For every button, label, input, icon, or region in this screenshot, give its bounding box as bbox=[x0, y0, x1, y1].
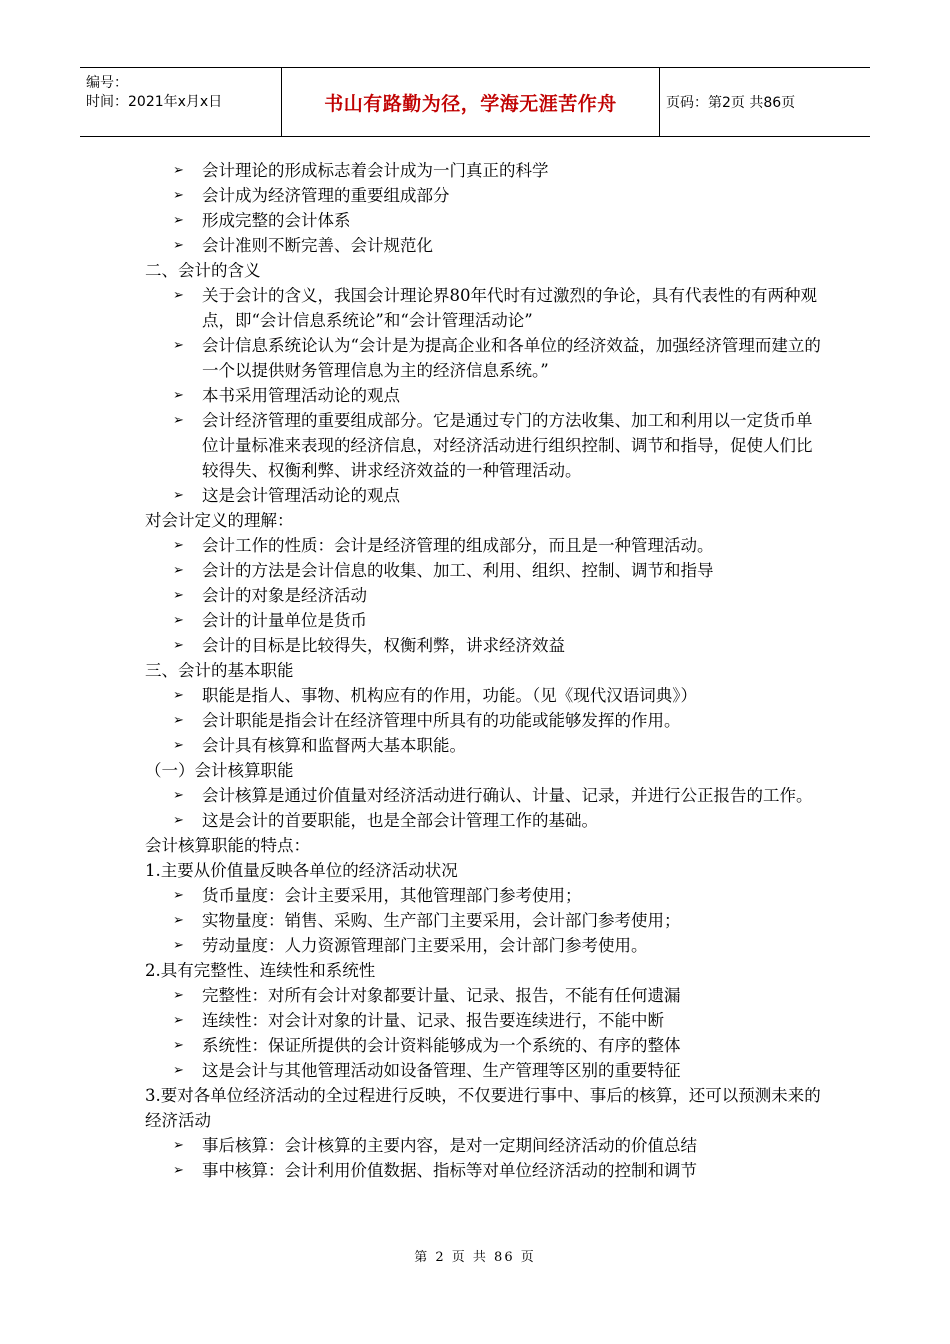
bullet-arrow-icon: ➢ bbox=[173, 613, 184, 628]
bullet-item bbox=[145, 933, 825, 958]
header-motto: 书山有路勤为径，学海无涯苦作舟 bbox=[282, 68, 660, 136]
document-time-label: 时间：2021年x月x日 bbox=[86, 94, 223, 110]
paragraph-line: 3.要对各单位经济活动的全过程进行反映，不仅要进行事中、事后的核算，还可以预测未来的经济活动 bbox=[145, 1086, 821, 1130]
bullet-item bbox=[145, 383, 825, 408]
bullet-text: 事中核算：会计利用价值数据、指标等对单位经济活动的控制和调节 bbox=[202, 1161, 697, 1180]
bullet-text: 会计职能是指会计在经济管理中所具有的功能或能够发挥的作用。 bbox=[202, 711, 681, 730]
bullet-item bbox=[145, 533, 825, 558]
paragraph-line: 对会计定义的理解： bbox=[145, 511, 294, 530]
bullet-arrow-icon: ➢ bbox=[173, 538, 184, 553]
bullet-text: 会计成为经济管理的重要组成部分 bbox=[202, 186, 450, 205]
bullet-item bbox=[145, 1158, 825, 1183]
bullet-item bbox=[145, 1033, 825, 1058]
bullet-text: 这是会计与其他管理活动如设备管理、生产管理等区别的重要特征 bbox=[202, 1061, 681, 1080]
bullet-text: 关于会计的含义，我国会计理论界80年代时有过激烈的争论，具有代表性的有两种观点，即“会计信息系统论”和“会计管理活动论” bbox=[202, 286, 817, 330]
bullet-item bbox=[145, 233, 825, 258]
bullet-arrow-icon: ➢ bbox=[173, 163, 184, 178]
bullet-arrow-icon: ➢ bbox=[173, 738, 184, 753]
bullet-item bbox=[145, 633, 825, 658]
bullet-arrow-icon: ➢ bbox=[173, 188, 184, 203]
bullet-item bbox=[145, 1058, 825, 1083]
page-header bbox=[80, 67, 870, 137]
bullet-arrow-icon: ➢ bbox=[173, 913, 184, 928]
bullet-item bbox=[145, 733, 825, 758]
bullet-text: 本书采用管理活动论的观点 bbox=[202, 386, 400, 405]
bullet-arrow-icon: ➢ bbox=[173, 388, 184, 403]
bullet-arrow-icon: ➢ bbox=[173, 638, 184, 653]
bullet-arrow-icon: ➢ bbox=[173, 563, 184, 578]
bullet-item bbox=[145, 483, 825, 508]
bullet-text: 会计的对象是经济活动 bbox=[202, 586, 367, 605]
bullet-item bbox=[145, 608, 825, 633]
header-page-info: 页码：第2页 共86页 bbox=[666, 95, 796, 111]
bullet-item bbox=[145, 408, 825, 483]
bullet-item bbox=[145, 208, 825, 233]
bullet-text: 会计的方法是会计信息的收集、加工、利用、组织、控制、调节和指导 bbox=[202, 561, 714, 580]
bullet-text: 会计理论的形成标志着会计成为一门真正的科学 bbox=[202, 161, 549, 180]
bullet-text: 会计核算是通过价值量对经济活动进行确认、计量、记录，并进行公正报告的工作。 bbox=[202, 786, 813, 805]
bullet-text: 职能是指人、事物、机构应有的作用，功能。（见《现代汉语词典》） bbox=[202, 686, 697, 705]
bullet-text: 会计信息系统论认为“会计是为提高企业和各单位的经济效益，加强经济管理而建立的一个以提供财务管理信息为主的经济信息系统。” bbox=[202, 336, 821, 380]
bullet-arrow-icon: ➢ bbox=[173, 488, 184, 503]
bullet-text: 货币量度：会计主要采用，其他管理部门参考使用； bbox=[202, 886, 582, 905]
paragraph-line: 三、会计的基本职能 bbox=[145, 661, 294, 680]
bullet-arrow-icon: ➢ bbox=[173, 413, 184, 428]
bullet-arrow-icon: ➢ bbox=[173, 988, 184, 1003]
bullet-item bbox=[145, 558, 825, 583]
bullet-text: 这是会计的首要职能，也是全部会计管理工作的基础。 bbox=[202, 811, 598, 830]
bullet-item bbox=[145, 708, 825, 733]
bullet-text: 会计具有核算和监督两大基本职能。 bbox=[202, 736, 466, 755]
bullet-arrow-icon: ➢ bbox=[173, 888, 184, 903]
bullet-arrow-icon: ➢ bbox=[173, 938, 184, 953]
bullet-arrow-icon: ➢ bbox=[173, 213, 184, 228]
bullet-arrow-icon: ➢ bbox=[173, 1138, 184, 1153]
document-number-label: 编号： bbox=[86, 75, 128, 91]
bullet-item bbox=[145, 983, 825, 1008]
bullet-item bbox=[145, 808, 825, 833]
bullet-arrow-icon: ➢ bbox=[173, 813, 184, 828]
bullet-text: 劳动量度：人力资源管理部门主要采用，会计部门参考使用。 bbox=[202, 936, 648, 955]
bullet-text: 会计的目标是比较得失，权衡利弊，讲求经济效益 bbox=[202, 636, 565, 655]
paragraph-line: 二、会计的含义 bbox=[145, 261, 261, 280]
bullet-item bbox=[145, 1008, 825, 1033]
bullet-item bbox=[145, 683, 825, 708]
document-body bbox=[145, 158, 825, 1183]
bullet-text: 会计经济管理的重要组成部分。它是通过专门的方法收集、加工和利用以一定货币单位计量标准来表现的经济信息，对经济活动进行组织控制、调节和指导，促使人们比较得失、权衡利弊、讲求经济效益的一种管理活动。 bbox=[202, 411, 813, 480]
bullet-arrow-icon: ➢ bbox=[173, 788, 184, 803]
bullet-item bbox=[145, 283, 825, 333]
page-footer: 第 2 页 共 86 页 bbox=[414, 1250, 536, 1265]
bullet-item bbox=[145, 183, 825, 208]
paragraph-line: 1.主要从价值量反映各单位的经济活动状况 bbox=[145, 861, 458, 880]
bullet-text: 完整性：对所有会计对象都要计量、记录、报告，不能有任何遗漏 bbox=[202, 986, 681, 1005]
bullet-arrow-icon: ➢ bbox=[173, 338, 184, 353]
bullet-text: 实物量度：销售、采购、生产部门主要采用，会计部门参考使用； bbox=[202, 911, 681, 930]
bullet-text: 会计工作的性质：会计是经济管理的组成部分，而且是一种管理活动。 bbox=[202, 536, 714, 555]
bullet-arrow-icon: ➢ bbox=[173, 688, 184, 703]
paragraph-line: 会计核算职能的特点： bbox=[145, 836, 310, 855]
bullet-item bbox=[145, 1133, 825, 1158]
bullet-arrow-icon: ➢ bbox=[173, 288, 184, 303]
bullet-item bbox=[145, 333, 825, 383]
bullet-arrow-icon: ➢ bbox=[173, 1063, 184, 1078]
bullet-arrow-icon: ➢ bbox=[173, 238, 184, 253]
bullet-arrow-icon: ➢ bbox=[173, 1163, 184, 1178]
bullet-text: 连续性：对会计对象的计量、记录、报告要连续进行，不能中断 bbox=[202, 1011, 664, 1030]
bullet-item bbox=[145, 908, 825, 933]
bullet-text: 事后核算：会计核算的主要内容，是对一定期间经济活动的价值总结 bbox=[202, 1136, 697, 1155]
bullet-arrow-icon: ➢ bbox=[173, 713, 184, 728]
bullet-item bbox=[145, 883, 825, 908]
paragraph-line: （一）会计核算职能 bbox=[145, 761, 294, 780]
bullet-text: 会计准则不断完善、会计规范化 bbox=[202, 236, 433, 255]
bullet-item bbox=[145, 158, 825, 183]
bullet-text: 形成完整的会计体系 bbox=[202, 211, 351, 230]
bullet-text: 系统性：保证所提供的会计资料能够成为一个系统的、有序的整体 bbox=[202, 1036, 681, 1055]
bullet-item bbox=[145, 583, 825, 608]
paragraph-line: 2.具有完整性、连续性和系统性 bbox=[145, 961, 376, 980]
bullet-text: 这是会计管理活动论的观点 bbox=[202, 486, 400, 505]
bullet-item bbox=[145, 783, 825, 808]
bullet-text: 会计的计量单位是货币 bbox=[202, 611, 367, 630]
bullet-arrow-icon: ➢ bbox=[173, 1013, 184, 1028]
bullet-arrow-icon: ➢ bbox=[173, 588, 184, 603]
header-meta bbox=[80, 68, 282, 136]
bullet-arrow-icon: ➢ bbox=[173, 1038, 184, 1053]
